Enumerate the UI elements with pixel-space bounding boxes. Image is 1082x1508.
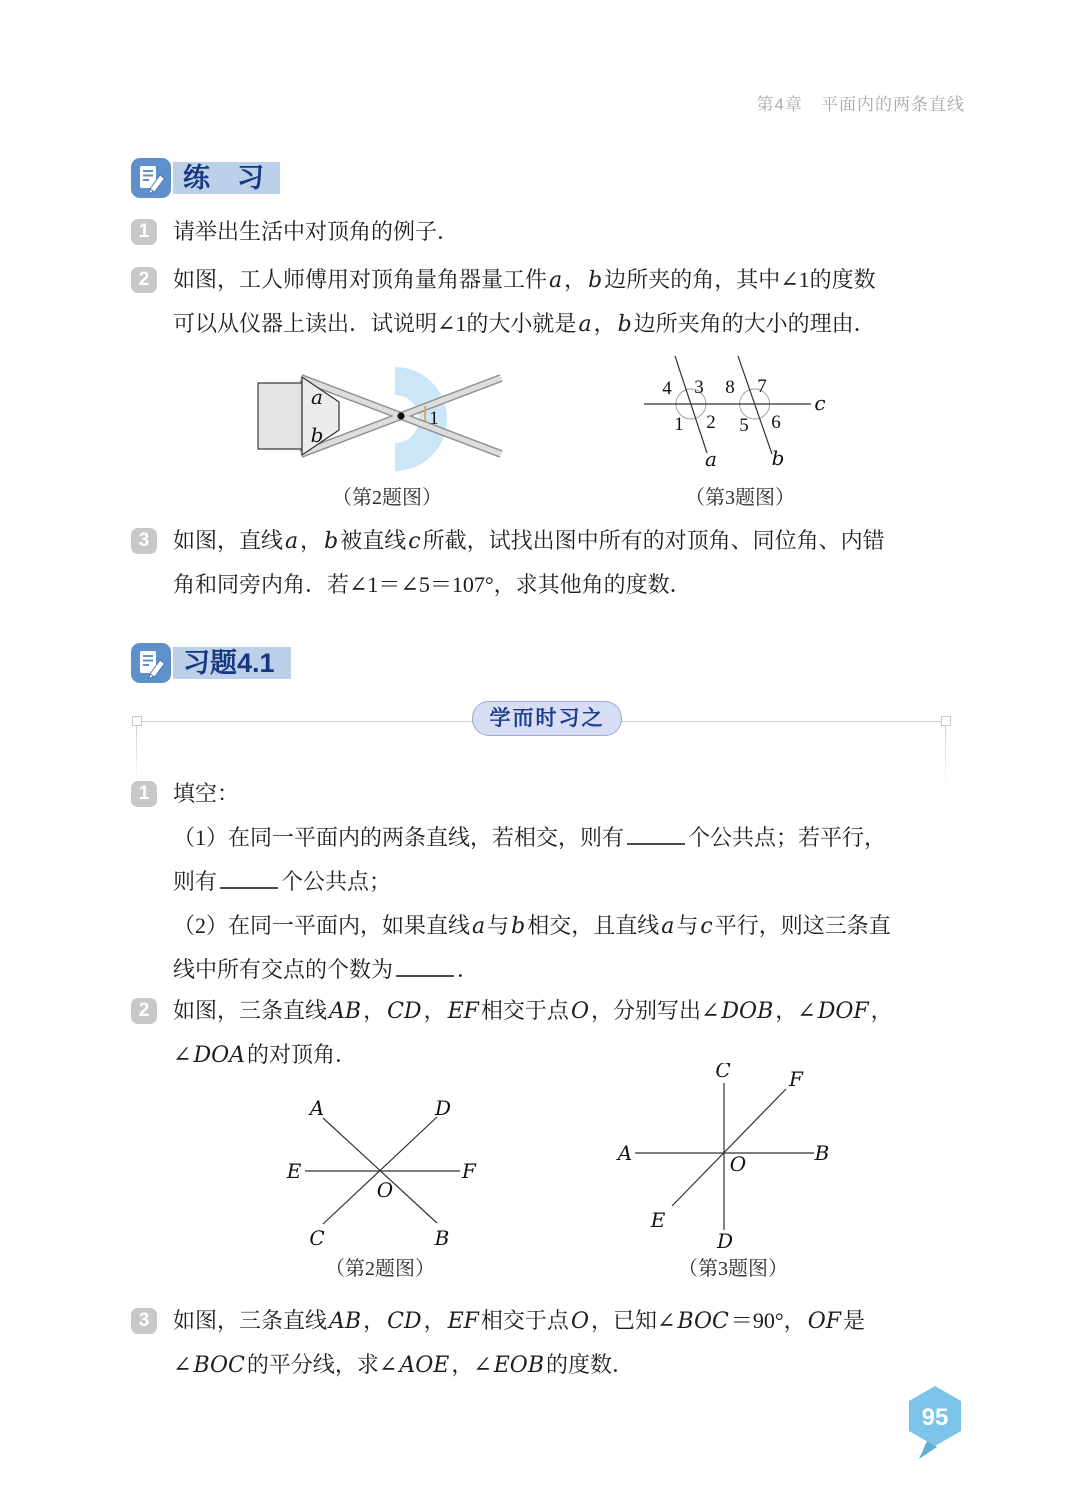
figure-caption: （第3题图） xyxy=(685,487,795,509)
problem-2-line-2: ∠DOA的对顶角． xyxy=(173,1042,358,1068)
label-c: c xyxy=(814,391,826,415)
frame-corner-right xyxy=(941,716,951,726)
label-A: A xyxy=(309,1096,325,1120)
problem-1-line-3: 则有 个公共点； xyxy=(173,869,392,894)
angle-3: 3 xyxy=(694,377,704,398)
practice-item-1 xyxy=(131,210,977,254)
pivot-dot xyxy=(397,412,404,419)
angle-8: 8 xyxy=(725,377,735,398)
angle-1-label: 1 xyxy=(429,408,439,429)
workpiece-block xyxy=(258,383,302,449)
problem-3-line-1: 如图，三条直线AB，CD，EF相交于点O，已知∠BOC＝90°，OF是 xyxy=(173,1308,866,1334)
angle-2: 2 xyxy=(706,412,716,433)
figure-caption: （第3题图） xyxy=(678,1258,788,1280)
notepad-pencil-icon xyxy=(131,643,171,683)
label-E: E xyxy=(286,1159,302,1183)
figure-angle-tool xyxy=(255,362,520,492)
item-number-badge: 1 xyxy=(131,219,157,245)
practice-item-3-line-1: 如图，直线a，b被直线c所截，试找出图中所有的对顶角、同位角、内错 xyxy=(173,528,885,554)
page-number-badge xyxy=(905,1384,965,1467)
problem-3-line-2: ∠BOC的平分线，求∠AOE，∠EOB的度数． xyxy=(173,1352,635,1378)
practice-item-2-line-2: 可以从仪器上读出．试说明∠1的大小就是a，b边所夹角的大小的理由． xyxy=(173,311,876,337)
figure-three-lines-left xyxy=(275,1085,485,1260)
label-O: O xyxy=(729,1152,747,1176)
practice-item-1-line-1: 请举出生活中对顶角的例子． xyxy=(173,219,460,244)
practice-item-2 xyxy=(131,258,977,346)
label-A: A xyxy=(617,1141,633,1165)
item-number-badge: 1 xyxy=(131,781,157,807)
exercise-problem-1 xyxy=(131,772,977,992)
practice-item-2-line-1: 如图，工人师傅用对顶角量角器量工件a，b边所夹的角，其中∠1的度数 xyxy=(173,267,876,293)
angle-1: 1 xyxy=(674,414,684,435)
label-D: D xyxy=(434,1096,452,1120)
banner-motto: 学而时习之 xyxy=(472,701,622,736)
item-number-badge: 3 xyxy=(131,1308,157,1334)
label-a: a xyxy=(705,447,717,471)
label-b: b xyxy=(771,446,785,470)
practice-item-3 xyxy=(131,519,977,607)
angle-6: 6 xyxy=(771,412,781,433)
label-B: B xyxy=(434,1226,450,1250)
angle-5: 5 xyxy=(739,415,749,436)
label-b: b xyxy=(310,423,324,447)
item-number-badge: 3 xyxy=(131,528,157,554)
figure-transversal-lines xyxy=(638,356,838,476)
angle-4: 4 xyxy=(662,378,672,399)
label-a: a xyxy=(311,385,323,409)
problem-2-line-1: 如图，三条直线AB，CD，EF相交于点O，分别写出∠DOB，∠DOF， xyxy=(173,998,893,1024)
page-number: 95 xyxy=(921,1404,949,1431)
label-B: B xyxy=(814,1141,830,1165)
exercise-section-title: 习题4.1 xyxy=(173,647,291,679)
problem-1-line-4: （2）在同一平面内，如果直线a与b相交，且直线a与c平行，则这三条直 xyxy=(173,913,891,939)
exercise-section-head xyxy=(131,643,291,683)
practice-section-head xyxy=(131,158,280,198)
label-F: F xyxy=(462,1159,476,1183)
frame-corner-left xyxy=(132,716,142,726)
problem-1-line-1: 填空： xyxy=(173,781,240,806)
exercise-problem-3 xyxy=(131,1299,977,1387)
figure-three-lines-right xyxy=(615,1063,885,1263)
problem-1-line-2: （1）在同一平面内的两条直线，若相交，则有 个公共点；若平行， xyxy=(173,825,887,850)
problem-1-line-5: 线中所有交点的个数为 ． xyxy=(173,957,480,982)
label-F: F xyxy=(789,1067,803,1091)
chapter-header: 第4章 平面内的两条直线 xyxy=(756,95,965,114)
label-E: E xyxy=(650,1208,666,1232)
label-C: C xyxy=(309,1226,325,1250)
label-O: O xyxy=(376,1178,394,1202)
figure-caption: （第2题图） xyxy=(325,1258,435,1280)
practice-item-3-line-2: 角和同旁内角．若∠1＝∠5＝107°，求其他角的度数． xyxy=(173,572,692,597)
angle-7: 7 xyxy=(757,376,767,397)
item-number-badge: 2 xyxy=(131,267,157,293)
item-number-badge: 2 xyxy=(131,998,157,1024)
practice-section-title: 练 习 xyxy=(173,162,280,194)
label-D: D xyxy=(716,1229,734,1253)
figure-caption: （第2题图） xyxy=(332,487,442,509)
label-C: C xyxy=(715,1063,731,1082)
notepad-pencil-icon xyxy=(131,158,171,198)
